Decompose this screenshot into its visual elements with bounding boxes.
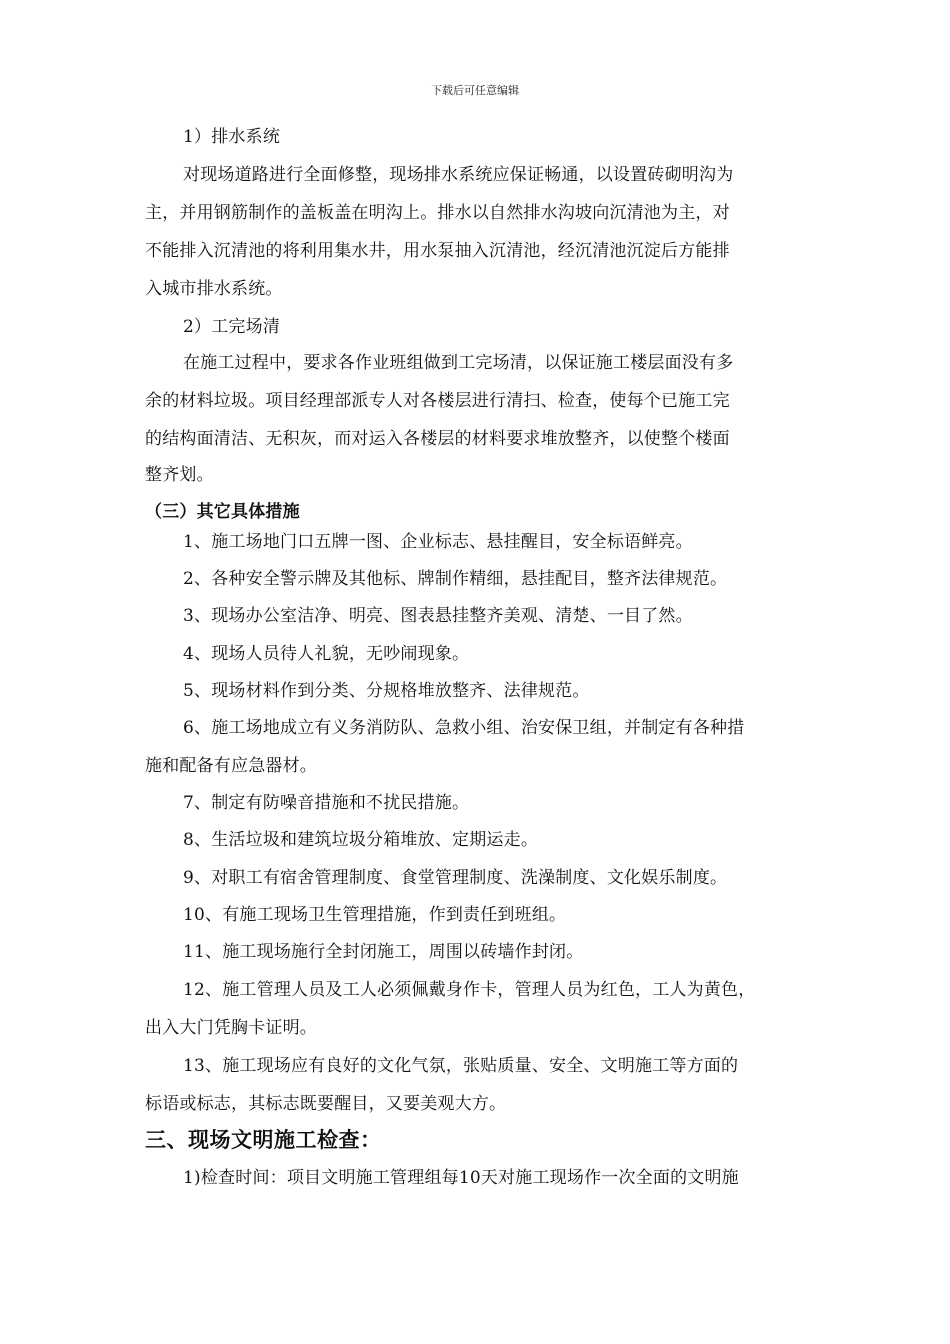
list-item: 12、施工管理人员及工人必须佩戴身作卡，管理人员为红色，工人为黄色，	[183, 980, 756, 1000]
subsection-title-drainage: 1）排水系统	[183, 127, 281, 147]
list-item: 6、施工场地成立有义务消防队、急救小组、治安保卫组，并制定有各种措	[183, 718, 745, 738]
list-item: 10、有施工现场卫生管理措施，作到责任到班组。	[183, 905, 567, 925]
subsection-title-cleanup: 2）工完场清	[183, 317, 281, 337]
paragraph-line: 入城市排水系统。	[145, 279, 283, 299]
paragraph-line: 整齐划。	[145, 465, 214, 485]
paragraph-line: 对现场道路进行全面修整，现场排水系统应保证畅通，以设置砖砌明沟为	[183, 165, 734, 185]
list-item: 11、施工现场施行全封闭施工，周围以砖墙作封闭。	[183, 942, 584, 962]
list-item: 7、制定有防噪音措施和不扰民措施。	[183, 793, 470, 813]
paragraph-line: 在施工过程中，要求各作业班组做到工完场清，以保证施工楼层面没有多	[183, 353, 734, 373]
paragraph-line: 1)检查时间：项目文明施工管理组每10天对施工现场作一次全面的文明施	[183, 1168, 739, 1188]
list-item: 9、对职工有宿舍管理制度、食堂管理制度、洗澡制度、文化娱乐制度。	[183, 868, 728, 888]
list-item: 1、施工场地门口五牌一图、企业标志、悬挂醒目，安全标语鲜亮。	[183, 532, 693, 552]
paragraph-line: 的结构面清洁、无积灰，而对运入各楼层的材料要求堆放整齐，以使整个楼面	[145, 429, 730, 449]
list-item: 13、施工现场应有良好的文化气氛，张贴质量、安全、文明施工等方面的	[183, 1056, 739, 1076]
paragraph-line: 余的材料垃圾。项目经理部派专人对各楼层进行清扫、检查，使每个已施工完	[145, 391, 730, 411]
list-item-continuation: 出入大门凭胸卡证明。	[145, 1018, 317, 1038]
list-item: 8、生活垃圾和建筑垃圾分箱堆放、定期运走。	[183, 830, 539, 850]
list-item: 4、现场人员待人礼貌，无吵闹现象。	[183, 644, 470, 664]
paragraph-line: 不能排入沉清池的将利用集水井，用水泵抽入沉清池，经沉清池沉淀后方能排	[145, 241, 730, 261]
page-header: 下载后可任意编辑	[431, 84, 519, 97]
list-item: 5、现场材料作到分类、分规格堆放整齐、法律规范。	[183, 681, 590, 701]
section-title-other-measures: （三）其它具体措施	[145, 502, 300, 522]
list-item-continuation: 标语或标志，其标志既要醒目，又要美观大方。	[145, 1094, 507, 1114]
section-heading-inspection: 三、现场文明施工检查：	[145, 1127, 382, 1152]
list-item-continuation: 施和配备有应急器材。	[145, 756, 317, 776]
list-item: 2、各种安全警示牌及其他标、牌制作精细，悬挂配目，整齐法律规范。	[183, 569, 728, 589]
paragraph-line: 主，并用钢筋制作的盖板盖在明沟上。排水以自然排水沟坡向沉清池为主，对	[145, 203, 730, 223]
list-item: 3、现场办公室洁净、明亮、图表悬挂整齐美观、清楚、一目了然。	[183, 606, 693, 626]
